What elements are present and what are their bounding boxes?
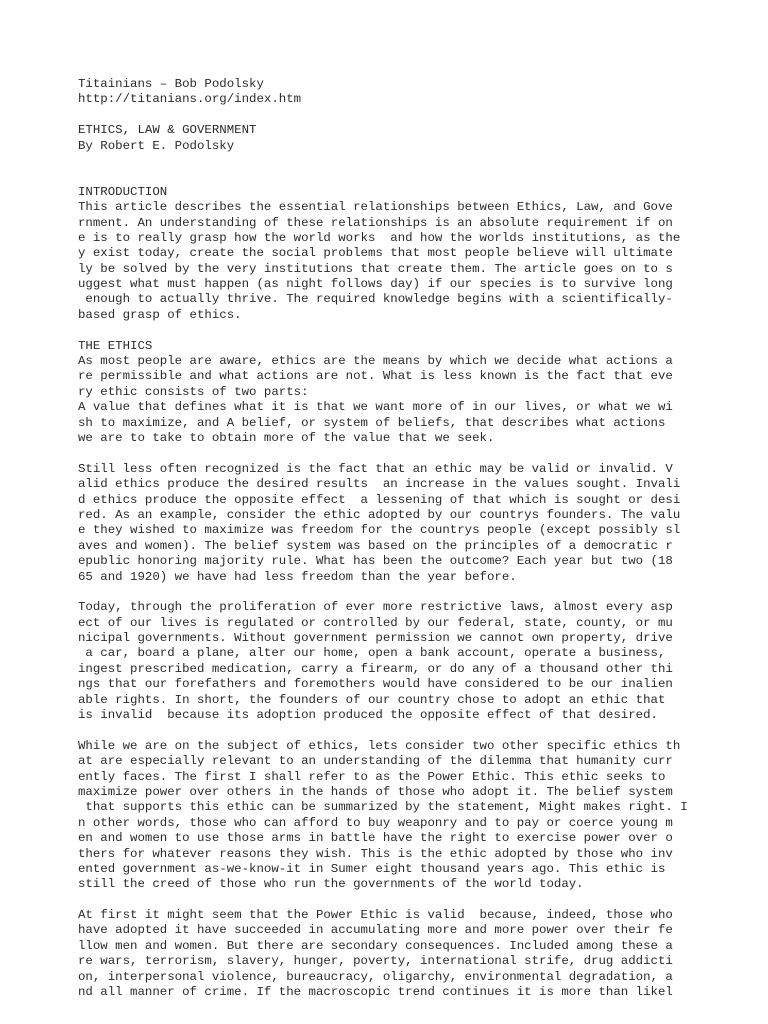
paragraph-line: ently faces. The first I shall refer to as the Power Ethic. This ethic seeks to xyxy=(78,769,666,784)
paragraph-line: thers for whatever reasons they wish. This is the ethic adopted by those who inv xyxy=(78,846,673,861)
paragraph-line: e they wished to maximize was freedom for the countrys people (except possibly sl xyxy=(78,523,681,538)
paragraph-line: n other words, those who can afford to buy weaponry and to pay or coerce young m xyxy=(78,815,673,830)
article-byline: By Robert E. Podolsky xyxy=(78,138,235,153)
paragraph-line: is invalid because its adoption produced the opposite effect of that desired. xyxy=(78,708,658,723)
paragraph-line: aves and women). The belief system was based on the principles of a democratic r xyxy=(78,538,673,553)
document-page xyxy=(78,77,758,1000)
spacer xyxy=(78,723,758,738)
spacer xyxy=(78,446,758,461)
paragraph-line: epublic honoring majority rule. What has been the outcome? Each year but two (18 xyxy=(78,554,673,569)
paragraph-line: sh to maximize, and A belief, or system of beliefs, that describes what actions xyxy=(78,415,666,430)
paragraph-line: A value that defines what it is that we want more of in our lives, or what we wi xyxy=(78,400,673,415)
paragraph-line: Today, through the proliferation of ever more restrictive laws, almost every asp xyxy=(78,600,673,615)
paragraph-line: a car, board a plane, alter our home, open a bank account, operate a business, xyxy=(78,646,666,661)
paragraph-line: ented government as-we-know-it in Sumer eight thousand years ago. This ethic is xyxy=(78,861,666,876)
site-url: http://titanians.org/index.htm xyxy=(78,92,302,107)
paragraph-line: that supports this ethic can be summarized by the statement, Might makes right. I xyxy=(78,800,688,815)
spacer xyxy=(78,323,758,338)
paragraph-line: This article describes the essential relationships between Ethics, Law, and Gove xyxy=(78,200,673,215)
paragraph-line: ingest prescribed medication, carry a firearm, or do any of a thousand other thi xyxy=(78,661,673,676)
paragraph-line: re wars, terrorism, slavery, hunger, poverty, international strife, drug addicti xyxy=(78,954,673,969)
spacer xyxy=(78,169,758,184)
paragraph-line: red. As an example, consider the ethic adopted by our countrys founders. The valu xyxy=(78,507,681,522)
paragraph-line: 65 and 1920) we have had less freedom than the year before. xyxy=(78,569,517,584)
spacer xyxy=(78,154,758,169)
paragraph-line: en and women to use those arms in battle have the right to exercise power over o xyxy=(78,831,673,846)
paragraph-line: able rights. In short, the founders of our country chose to adopt an ethic that xyxy=(78,692,666,707)
paragraph-line: At first it might seem that the Power Ethic is valid because, indeed, those who xyxy=(78,908,673,923)
paragraph-line: y exist today, create the social problems that most people believe will ultimate xyxy=(78,246,673,261)
paragraph-line: at are especially relevant to an understanding of the dilemma that humanity curr xyxy=(78,754,673,769)
section-heading: INTRODUCTION xyxy=(78,184,168,199)
paragraph-line: maximize power over others in the hands of those who adopt it. The belief system xyxy=(78,784,673,799)
spacer xyxy=(78,585,758,600)
article-title: ETHICS, LAW & GOVERNMENT xyxy=(78,123,257,138)
paragraph-line: As most people are aware, ethics are the means by which we decide what actions a xyxy=(78,354,673,369)
paragraph-line: e is to really grasp how the world works and how the worlds institutions, as the xyxy=(78,230,681,245)
spacer xyxy=(78,893,758,908)
paragraph-line: have adopted it have succeeded in accumulating more and more power over their fe xyxy=(78,923,673,938)
paragraph-line: While we are on the subject of ethics, lets consider two other specific ethics th xyxy=(78,738,681,753)
paragraph-line: nicipal governments. Without government permission we cannot own property, drive xyxy=(78,631,673,646)
paragraph-line: uggest what must happen (as night follows day) if our species is to survive long xyxy=(78,277,673,292)
paragraph-line: d ethics produce the opposite effect a lessening of that which is sought or desi xyxy=(78,492,681,507)
section-heading: THE ETHICS xyxy=(78,338,153,353)
article-body xyxy=(78,185,758,1001)
paragraph-line: rnment. An understanding of these relationships is an absolute requirement if on xyxy=(78,215,673,230)
paragraph-line: Still less often recognized is the fact that an ethic may be valid or invalid. V xyxy=(78,461,673,476)
paragraph-line: ngs that our forefathers and foremothers would have considered to be our inalien xyxy=(78,677,673,692)
paragraph-line: we are to take to obtain more of the value that we seek. xyxy=(78,430,495,445)
paragraph-line: ry ethic consists of two parts: xyxy=(78,384,309,399)
paragraph-line: still the creed of those who run the governments of the world today. xyxy=(78,877,584,892)
paragraph-line: nd all manner of crime. If the macroscopic trend continues it is more than likel xyxy=(78,985,673,1000)
site-title: Titainians – Bob Podolsky xyxy=(78,77,264,91)
paragraph-line: ect of our lives is regulated or controlled by our federal, state, county, or mu xyxy=(78,615,673,630)
paragraph-line: based grasp of ethics. xyxy=(78,307,242,322)
paragraph-line: re permissible and what actions are not. What is less known is the fact that eve xyxy=(78,369,673,384)
paragraph-line: llow men and women. But there are secondary consequences. Included among these a xyxy=(78,938,673,953)
paragraph-line: alid ethics produce the desired results an increase in the values sought. Invali xyxy=(78,477,681,492)
paragraph-line: ly be solved by the very institutions that create them. The article goes on to s xyxy=(78,261,673,276)
spacer xyxy=(78,108,758,123)
paragraph-line: enough to actually thrive. The required knowledge begins with a scientifically- xyxy=(78,292,673,307)
paragraph-line: on, interpersonal violence, bureaucracy, oligarchy, environmental degradation, a xyxy=(78,969,673,984)
